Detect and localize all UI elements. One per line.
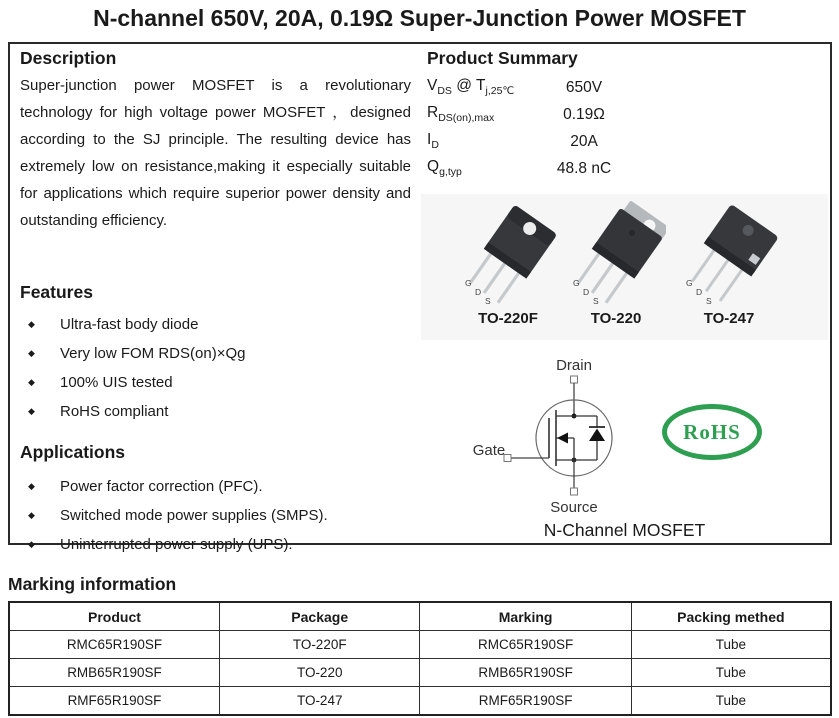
gate-label: Gate <box>472 442 506 459</box>
cell-packing: Tube <box>631 631 831 659</box>
table-row <box>9 659 831 687</box>
cell-marking: RMF65R190SF <box>420 687 631 716</box>
applications-list <box>10 472 419 559</box>
feature-text: RoHS compliant <box>60 403 169 420</box>
bullet-diamond-icon: ◆ <box>28 510 35 520</box>
package-to220 <box>566 198 666 327</box>
rohs-label: RoHS <box>683 419 741 444</box>
col-package: Package <box>219 602 420 631</box>
cell-package: TO-247 <box>219 687 420 716</box>
summary-value: 0.19Ω <box>563 105 605 123</box>
marking-heading: Marking information <box>8 574 177 594</box>
bullet-diamond-icon: ◆ <box>28 348 35 358</box>
page-title: N-channel 650V, 20A, 0.19Ω Super-Junction Power MOSFET <box>93 5 746 31</box>
bullet-diamond-icon: ◆ <box>28 481 35 491</box>
description-panel <box>8 42 421 553</box>
list-item <box>10 530 419 559</box>
cell-packing: Tube <box>631 659 831 687</box>
svg-text:D: D <box>696 287 703 297</box>
list-item <box>10 339 419 368</box>
svg-text:D: D <box>583 287 590 297</box>
svg-text:G: G <box>686 278 693 288</box>
bullet-diamond-icon: ◆ <box>28 406 35 416</box>
application-text: Switched mode power supplies (SMPS). <box>60 507 328 524</box>
product-summary-panel <box>419 42 832 545</box>
package-label: TO-220F <box>478 310 538 327</box>
summary-row <box>427 74 822 101</box>
feature-text: Ultra-fast body diode <box>60 316 199 333</box>
marking-table <box>8 601 832 716</box>
applications-heading: Applications <box>20 442 126 462</box>
list-item <box>10 472 419 501</box>
package-label: TO-247 <box>703 310 755 327</box>
to247-package-image <box>679 198 779 310</box>
list-item <box>10 368 419 397</box>
product-summary-table <box>427 74 822 182</box>
svg-text:D: D <box>475 287 482 297</box>
table-header-row <box>9 602 831 631</box>
summary-param: $Q_{g,typ}$ <box>427 158 462 179</box>
summary-value: 48.8 nC <box>556 159 612 177</box>
package-to220f <box>458 198 558 327</box>
features-list <box>10 310 419 426</box>
symbol-caption: N-Channel MOSFET <box>543 520 706 540</box>
description-heading: Description <box>20 48 117 68</box>
summary-row <box>427 155 822 182</box>
features-heading: Features <box>20 282 93 302</box>
summary-row <box>427 101 822 128</box>
bullet-diamond-icon: ◆ <box>28 319 35 329</box>
feature-text: Very low FOM RDS(on)×Qg <box>60 345 246 362</box>
rohs-badge <box>662 404 762 460</box>
to220f-package-image <box>458 198 558 310</box>
cell-product: RMC65R190SF <box>9 631 219 659</box>
summary-param: $R_{DS(on),max}$ <box>427 104 495 125</box>
list-item <box>10 501 419 530</box>
col-marking: Marking <box>420 602 631 631</box>
svg-text:S: S <box>485 296 491 306</box>
summary-param: $V_{DS}$ @ $T_{j,25℃}$ <box>427 77 515 98</box>
package-to247 <box>679 198 779 327</box>
package-photo-band <box>421 194 828 340</box>
summary-value: 20A <box>570 132 598 150</box>
package-label: TO-220 <box>590 310 642 327</box>
summary-row <box>427 128 822 155</box>
svg-text:G: G <box>573 278 580 288</box>
application-text: Uninterrupted power supply (UPS). <box>60 536 293 553</box>
to220-package-image <box>566 198 666 310</box>
cell-product: RMF65R190SF <box>9 687 219 716</box>
drain-label: Drain <box>556 357 592 374</box>
summary-value: 650V <box>565 78 603 96</box>
mosfet-symbol-diagram <box>464 354 694 524</box>
summary-param: $I_D$ <box>427 131 439 152</box>
svg-text:G: G <box>465 278 472 288</box>
list-item <box>10 310 419 339</box>
cell-marking: RMC65R190SF <box>420 631 631 659</box>
list-item <box>10 397 419 426</box>
col-packing: Packing methed <box>631 602 831 631</box>
feature-text: 100% UIS tested <box>60 374 173 391</box>
table-row <box>9 631 831 659</box>
cell-package: TO-220F <box>219 631 420 659</box>
bullet-diamond-icon: ◆ <box>28 539 35 549</box>
bullet-diamond-icon: ◆ <box>28 377 35 387</box>
cell-product: RMB65R190SF <box>9 659 219 687</box>
col-product: Product <box>9 602 219 631</box>
cell-packing: Tube <box>631 687 831 716</box>
svg-text:S: S <box>706 296 712 306</box>
application-text: Power factor correction (PFC). <box>60 478 263 495</box>
svg-text:S: S <box>593 296 599 306</box>
description-body: Super-junction power MOSFET is a revolutionary technology for high voltage power MOSFET ，designed according to the SJ principle. The resulting device has extremely low on resistance,making it especially suitable for applications which require superior power density and outstanding efficiency. <box>20 77 411 229</box>
source-label: Source <box>550 499 598 516</box>
table-row <box>9 687 831 716</box>
cell-marking: RMB65R190SF <box>420 659 631 687</box>
cell-package: TO-220 <box>219 659 420 687</box>
product-summary-heading: Product Summary <box>427 48 578 68</box>
